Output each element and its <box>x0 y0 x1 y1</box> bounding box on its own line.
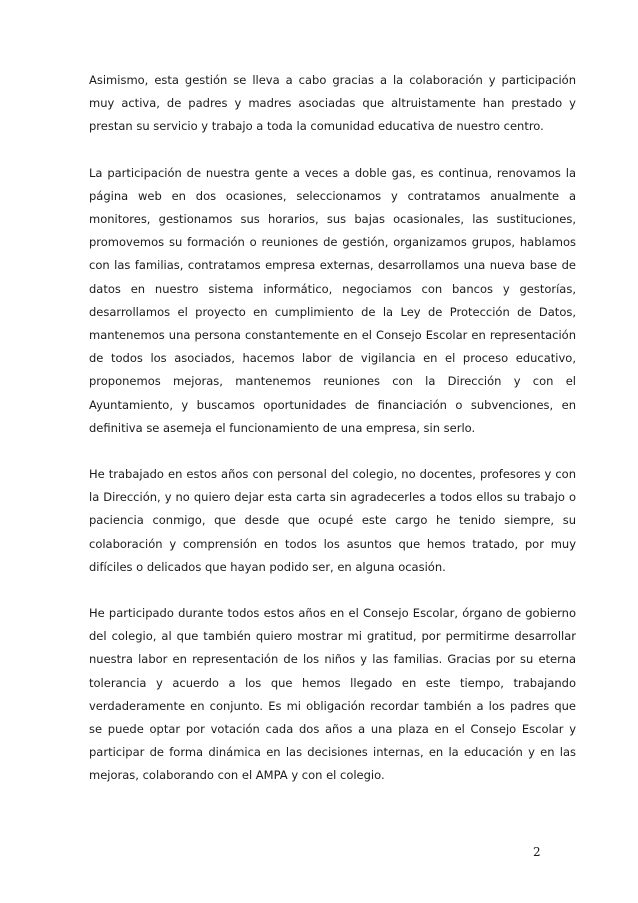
paragraph-agradecimiento-personal: He trabajado en estos años con personal del colegio, no docentes, profesores y con la Dirección, y no quiero dejar esta carta sin agradecerles a todos ellos su trabajo o paciencia conmigo, que desde que ocupé este cargo he tenido siempre, su colaboración y comprensión en todos los asuntos que hemos tratado, por muy difíciles o delicados que hayan podido ser, en alguna ocasión. <box>89 467 576 574</box>
page-number: 2 <box>533 845 541 859</box>
paragraph-participacion-actividades: La participación de nuestra gente a veces a doble gas, es continua, renovamos la página web en dos ocasiones, seleccionamos y contratamos anualmente a monitores, gestionamos sus horarios, sus bajas ocasionales, las sustituciones, promovemos su formación o reuniones de gestión, organizamos grupos, hablamos con las familias, contratamos empresa externas, desarrollamos una nueva base de datos en nuestro sistema informático, negociamos con bancos y gestorías, desarrollamos el proyecto en cumplimiento de la Ley de Protección de Datos, mantenemos una persona constantemente en el Consejo Escolar en representación de todos los asociados, hacemos labor de vigilancia en el proceso educativo, proponemos mejoras, mantenemos reuniones con la Dirección y con el Ayuntamiento, y buscamos oportunidades de financiación o subvenciones, en definitiva se asemeja el funcionamiento de una empresa, sin serlo. <box>89 165 576 435</box>
paragraph-gestion-colaboracion: Asimismo, esta gestión se lleva a cabo gracias a la colaboración y participación muy activa, de padres y madres asociadas que altruistamente han prestado y prestan su servicio y trabajo a toda la comunidad educativa de nuestro centro. <box>89 73 576 134</box>
document-body <box>89 69 576 788</box>
paragraph-consejo-escolar: He participado durante todos estos años en el Consejo Escolar, órgano de gobierno del colegio, al que también quiero mostrar mi gratitud, por permitirme desarrollar nuestra labor en representación de los niños y las familias. Gracias por su eterna tolerancia y acuerdo a los que hemos llegado en este tiempo, trabajando verdaderamente en conjunto. Es mi obligación recordar también a los padres que se puede optar por votación cada dos años a una plaza en el Consejo Escolar y participar de forma dinámica en las decisiones internas, en la educación y en las mejoras, colaborando con el AMPA y con el colegio. <box>89 606 576 783</box>
